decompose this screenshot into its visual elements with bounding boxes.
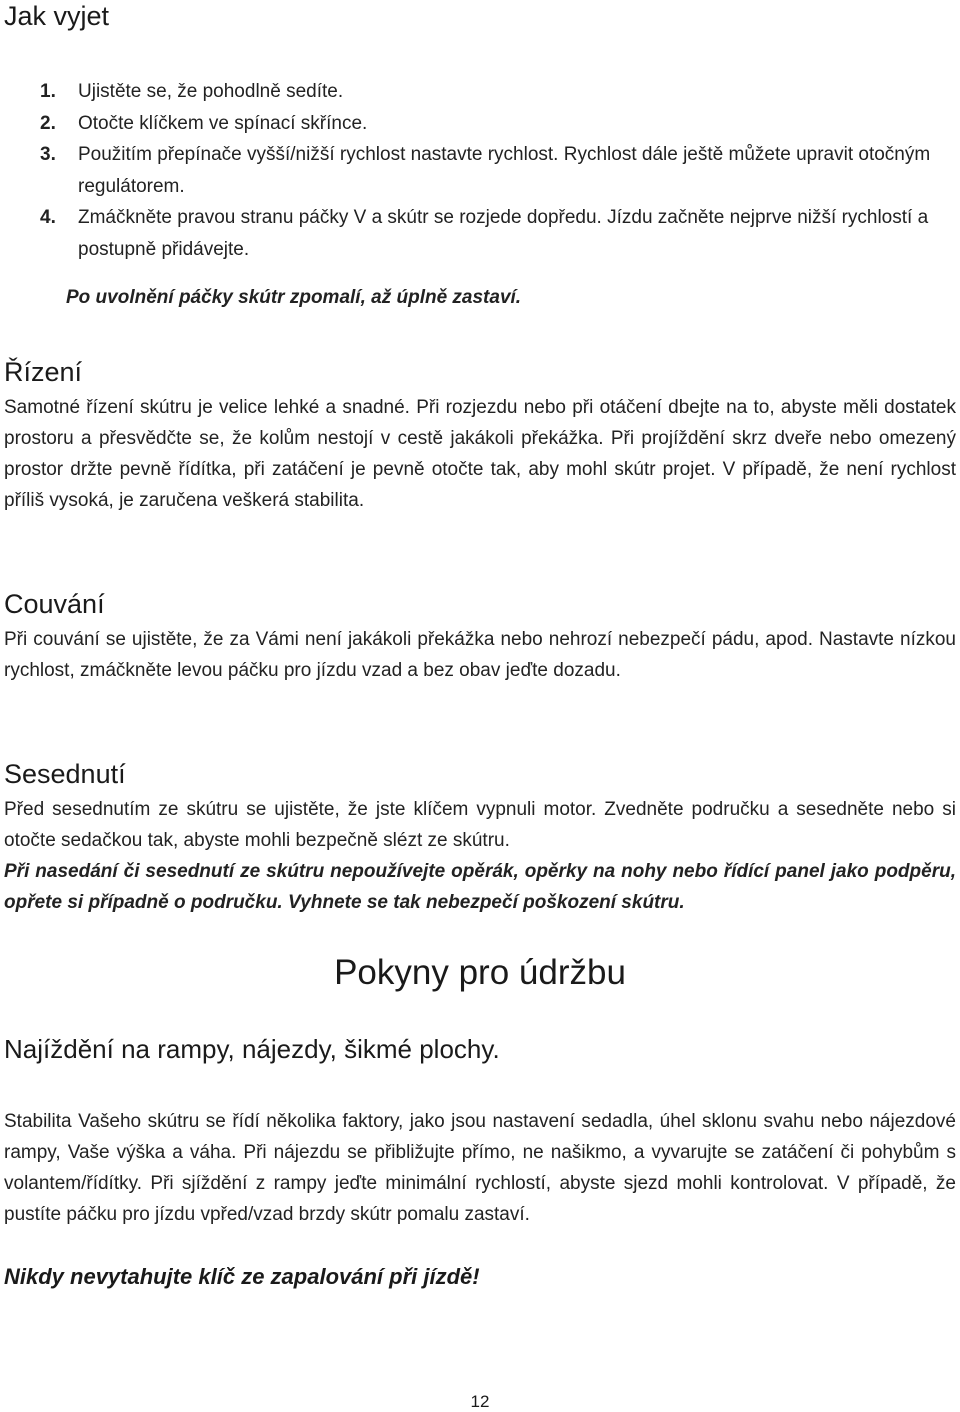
- section-title-steering: Řízení: [4, 357, 83, 387]
- step-text: Použitím přepínače vyšší/nižší rychlost nastavte rychlost. Rychlost dále ještě můžete upravit otočným regulátorem.: [78, 144, 931, 197]
- section-title-dismount: Sesednutí: [4, 759, 126, 789]
- step-number: 1.: [40, 81, 56, 102]
- step-text: Zmáčkněte pravou stranu páčky V a skútr se rozjede dopředu. Jízdu začněte nejprve nižší rychlostí a postupně přidávejte.: [78, 207, 929, 260]
- section-title-exit: Jak vyjet: [4, 1, 110, 31]
- page-number: 12: [470, 1392, 490, 1411]
- section-title-reverse: Couvání: [4, 589, 105, 619]
- list-item: [40, 202, 960, 265]
- dismount-paragraph: Před sesednutím ze skútru se ujistěte, že jste klíčem vypnuli motor. Zvedněte područku a sesedněte nebo si otočte sedačkou tak, abyste mohli bezpečně slézt ze skútru.: [4, 799, 956, 851]
- dismount-warning: Při nasedání či sesednutí ze skútru nepoužívejte opěrák, opěrky na nohy nebo řídící panel jako podpěru, opřete si případně o područku. Vyhnete se tak nebezpečí poškození skútru.: [4, 861, 956, 913]
- step-text: Otočte klíčkem ve spínací skřínce.: [78, 112, 368, 134]
- step-number: 2.: [40, 112, 56, 134]
- reverse-paragraph: Při couvání se ujistěte, že za Vámi není jakákoli překážka nebo nehrozí nebezpečí pádu, apod. Nastavte nízkou rychlost, zmáčkněte levou páčku pro jízdu vzad a bez obav jeďte dozadu.: [4, 629, 956, 681]
- exit-steps-list: [40, 76, 960, 265]
- exit-note: Po uvolnění páčky skútr zpomalí, až úplně zastaví.: [66, 287, 522, 308]
- step-number: 3.: [40, 144, 56, 165]
- steering-paragraph: Samotné řízení skútru je velice lehké a snadné. Při rozjezdu nebo při otáčení dbejte na to, abyste měli dostatek prostoru a přesvědčte se, že kolům nestojí v cestě jakákoli překážka. Při projíždění skrz dveře nebo omezený prostor držte pevně řídítka, při zatáčení je pevně otočte tak, aby mohl skútr projet. V případě, že není rychlost příliš vysoká, je zaručena veškerá stabilita.: [4, 397, 956, 511]
- ramps-paragraph: Stabilita Vašeho skútru se řídí několika faktory, jako jsou nastavení sedadla, úhel sklonu svahu nebo nájezdové rampy, Vaše výška a váha. Při nájezdu se přibližujte přímo, ne našikmo, a vyvarujte se zatáčení či pohybům s volantem/řídítky. Při sjíždění z rampy jeďte minimální rychlostí, abyste sjezd mohli kontrolovat. V případě, že pustíte páčku pro jízdu vpřed/vzad brzdy skútr pomalu zastaví.: [4, 1111, 956, 1225]
- ramps-warning: Nikdy nevytahujte klíč ze zapalování při jízdě!: [4, 1264, 480, 1289]
- list-item: [40, 139, 960, 202]
- step-number: 4.: [40, 207, 56, 228]
- maintenance-title: Pokyny pro údržbu: [334, 953, 626, 992]
- list-item: [40, 76, 960, 108]
- list-item: [40, 108, 960, 140]
- section-title-ramps: Najíždění na rampy, nájezdy, šikmé plochy.: [4, 1034, 500, 1064]
- step-text: Ujistěte se, že pohodlně sedíte.: [78, 81, 344, 102]
